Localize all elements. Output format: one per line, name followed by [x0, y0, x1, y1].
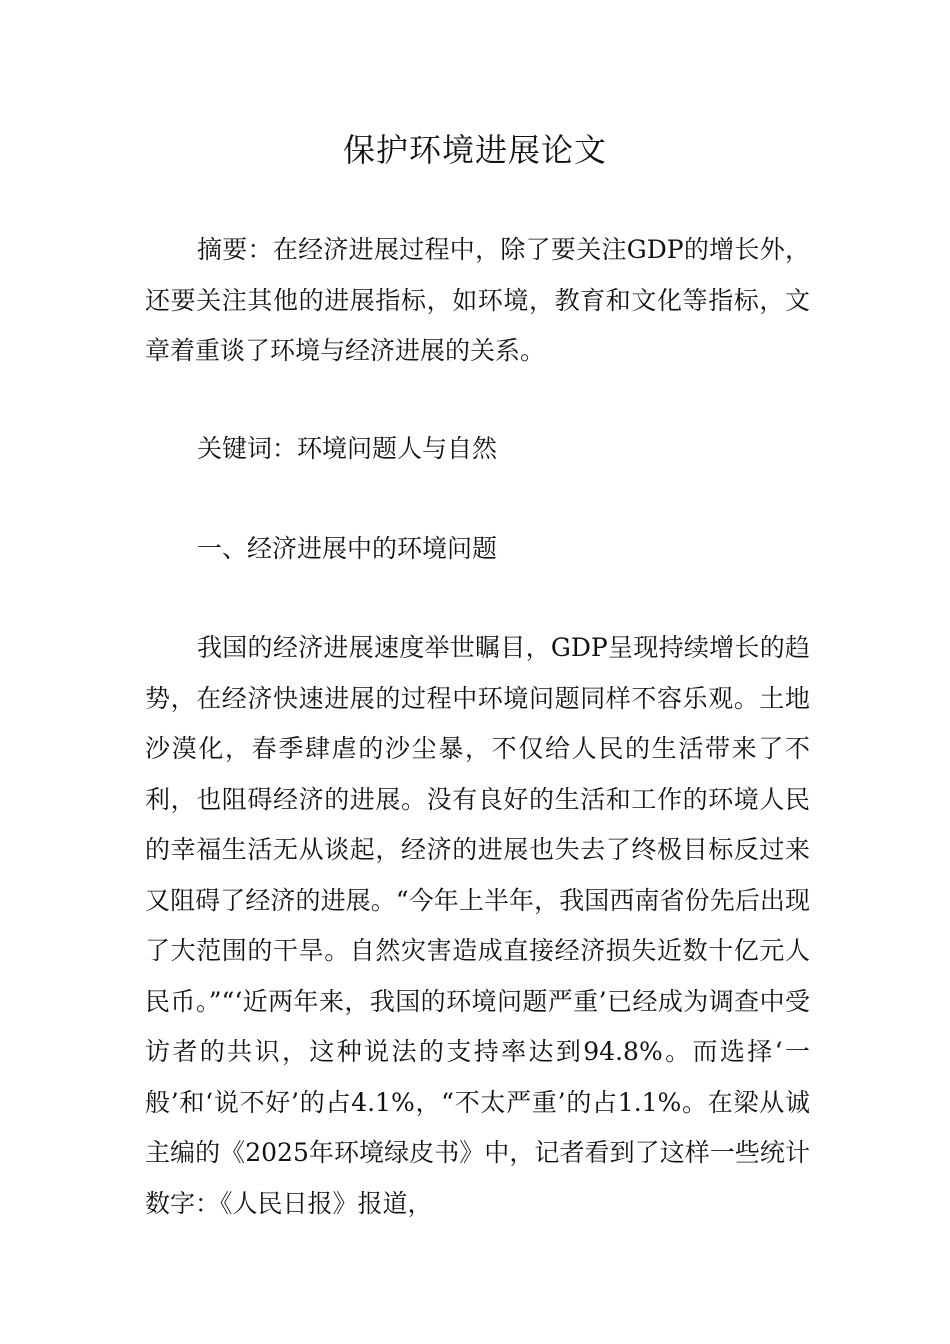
- document-title: 保护环境进展论文: [342, 131, 607, 169]
- keywords-line: 关键词：环境问题人与自然: [197, 434, 498, 463]
- body-paragraph: 我国的经济进展速度举世瞩目，GDP呈现持续增长的趋势，在经济快速进展的过程中环境问题同样不容乐观。土地沙漠化，春季肆虐的沙尘暴，不仅给人民的生活带来了不利，也阻碍经济的进展。没有良好的生活和工作的环境人民的幸福生活无从谈起，经济的进展也失去了终极目标反过来又阻碍了经济的进展。“今年上半年，我国西南省份先后出现了大范围的干旱。自然灾害造成直接经济损失近数十亿元人民币。”“‘近两年来，我国的环境问题严重’已经成为调查中受访者的共识，这种说法的支持率达到94.8%。而选择‘一般’和‘说不好’的占4.1%，“不太严重’的占1.1%。在梁从诚主编的《2025年环境绿皮书》中，记者看到了这样一些统计数字：《人民日报》报道，: [145, 633, 810, 1218]
- section-heading: 一、经济进展中的环境问题: [197, 534, 498, 563]
- abstract-paragraph: 摘要：在经济进展过程中，除了要关注GDP的增长外，还要关注其他的进展指标，如环境，教育和文化等指标，文章着重谈了环境与经济进展的关系。: [145, 235, 810, 365]
